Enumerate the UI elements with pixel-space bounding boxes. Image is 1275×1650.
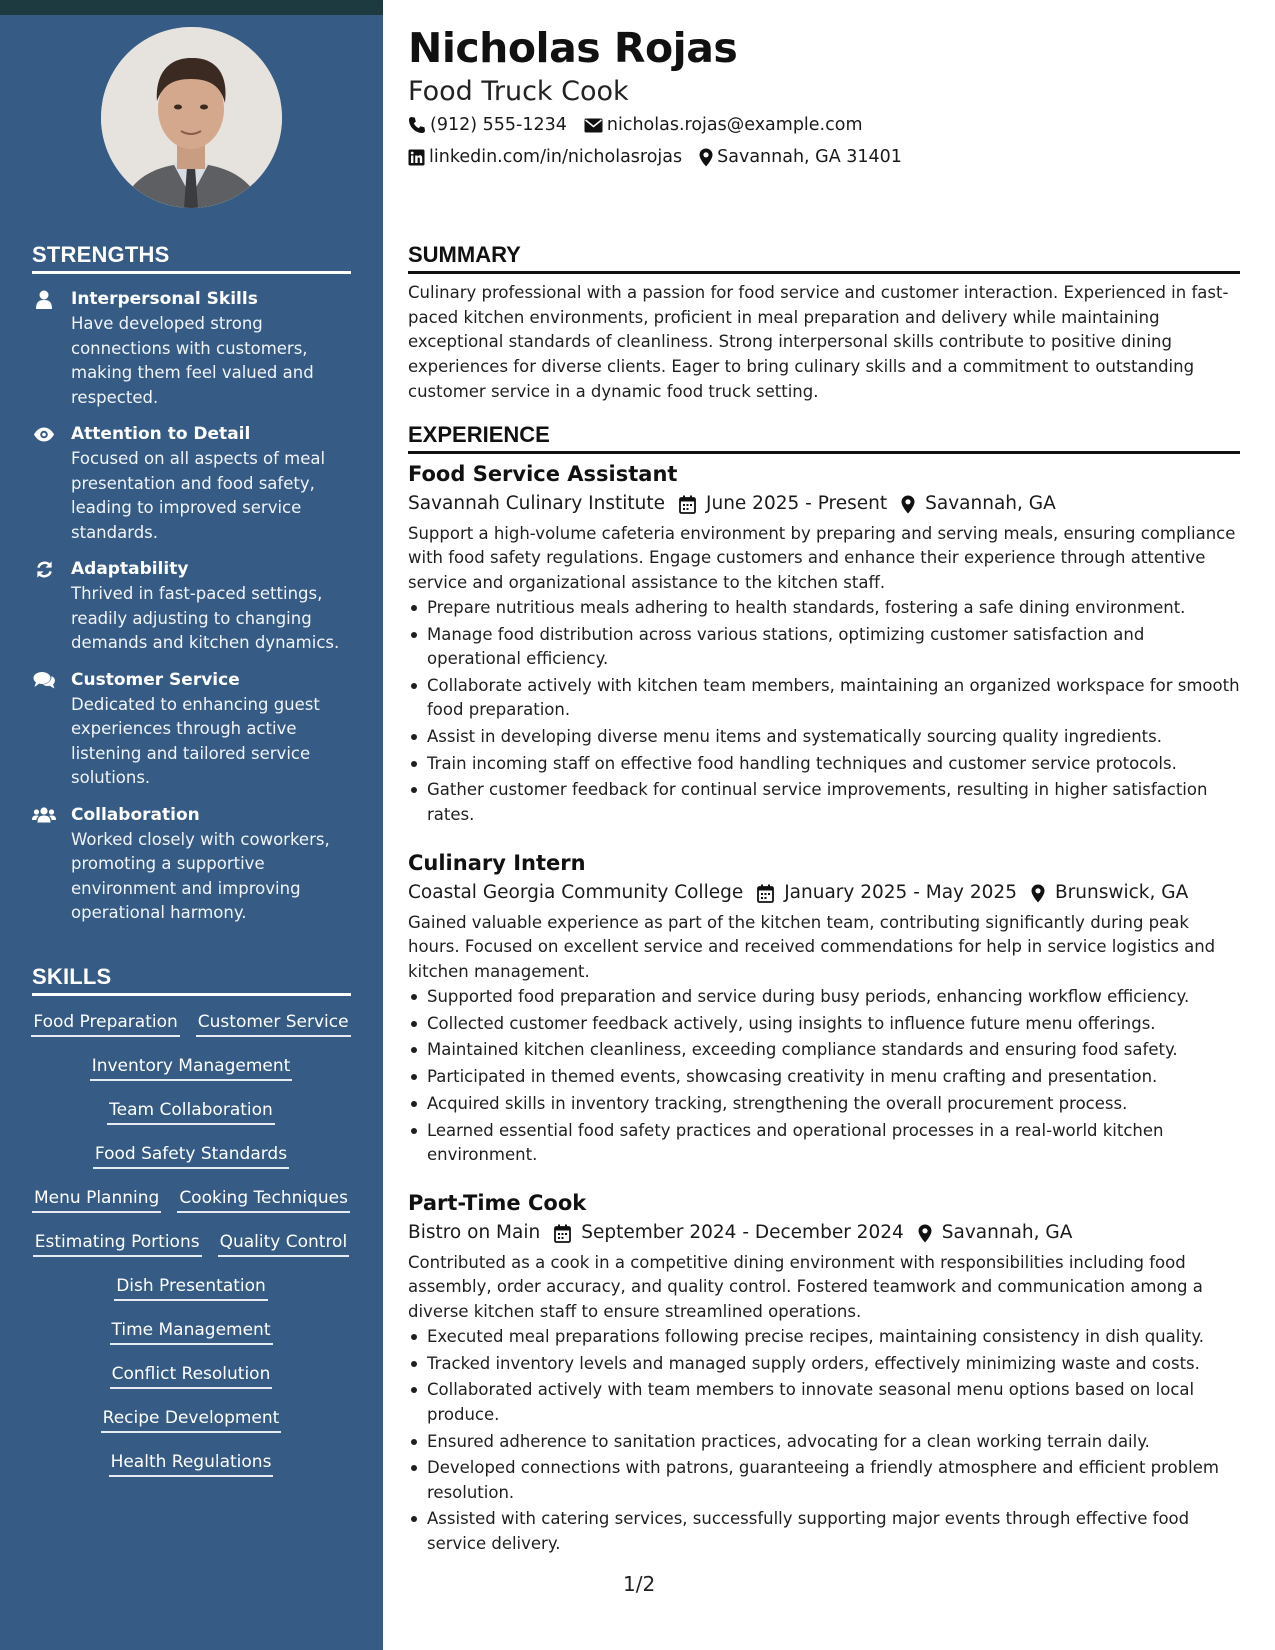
list-item: Assist in developing diverse menu items and systematically sourcing quality ingredients. xyxy=(408,725,1240,749)
job-dates xyxy=(757,878,1017,908)
email-address[interactable]: nicholas.rojas@example.com xyxy=(606,115,863,135)
job-bullets xyxy=(408,596,1240,827)
sidebar xyxy=(0,0,383,1650)
phone-contact xyxy=(408,113,567,137)
candidate-title: Food Truck Cook xyxy=(408,76,629,107)
location-text: Savannah, GA xyxy=(925,493,1056,514)
job-dates xyxy=(679,489,887,519)
user-icon xyxy=(32,289,56,309)
map-marker-icon xyxy=(699,148,717,167)
list-item: Maintained kitchen cleanliness, exceeding compliance standards and ensuring food safety. xyxy=(408,1038,1240,1062)
strength-item xyxy=(32,668,352,791)
experience-entry xyxy=(408,848,1240,1170)
page-number: 1/2 xyxy=(623,1572,656,1596)
strength-title: Collaboration xyxy=(71,804,200,825)
strength-description: Dedicated to enhancing guest experiences through active listening and tailored service solutions. xyxy=(71,694,320,787)
strengths-list xyxy=(32,287,352,938)
location-text: Brunswick, GA xyxy=(1054,882,1189,903)
linkedin-icon xyxy=(408,149,429,166)
job-role: Part-Time Cook xyxy=(408,1191,587,1215)
map-marker-icon xyxy=(901,495,925,514)
job-bullets xyxy=(408,985,1240,1168)
calendar-icon xyxy=(554,1224,581,1243)
calendar-icon xyxy=(679,495,706,514)
experience-entry xyxy=(408,459,1240,830)
strength-item xyxy=(32,557,352,656)
list-item: Supported food preparation and service during busy periods, enhancing workflow efficiency. xyxy=(408,985,1240,1009)
skill-tag: Conflict Resolution xyxy=(110,1362,273,1389)
skill-tag: Quality Control xyxy=(218,1230,350,1257)
strength-description: Focused on all aspects of meal presentation and food safety, leading to improved service standards. xyxy=(71,449,326,542)
map-marker-icon xyxy=(918,1224,942,1243)
skill-tag: Estimating Portions xyxy=(33,1230,202,1257)
phone-icon xyxy=(408,116,430,134)
strength-item xyxy=(32,422,352,545)
list-item: Collaborate actively with kitchen team members, maintaining an organized workspace for smooth food preparation. xyxy=(408,674,1240,723)
strength-title: Adaptability xyxy=(71,559,189,579)
strength-item xyxy=(32,287,352,410)
list-item: Collected customer feedback actively, using insights to influence future menu offerings. xyxy=(408,1012,1240,1036)
experience-heading: EXPERIENCE xyxy=(408,422,1240,454)
skill-tag: Team Collaboration xyxy=(107,1098,275,1125)
job-location xyxy=(918,1218,1073,1248)
job-company xyxy=(408,1218,540,1248)
skill-tag: Time Management xyxy=(110,1318,273,1345)
linkedin-contact xyxy=(408,145,682,169)
list-item: Collaborated actively with team members to innovate seasonal menu options based on local produce. xyxy=(408,1378,1240,1427)
strength-description: Have developed strong connections with customers, making them feel valued and respected. xyxy=(71,314,314,407)
strength-item xyxy=(32,803,352,926)
job-dates xyxy=(554,1218,904,1248)
list-item: Gather customer feedback for continual service improvements, resulting in higher satisfaction rates. xyxy=(408,778,1240,827)
job-meta xyxy=(408,1218,1240,1248)
skill-tag: Customer Service xyxy=(196,1010,351,1037)
envelope-icon xyxy=(584,118,607,133)
skill-tag: Health Regulations xyxy=(109,1450,274,1477)
skill-tag: Menu Planning xyxy=(32,1186,161,1213)
contact-row-1 xyxy=(408,113,880,137)
email-contact xyxy=(584,113,863,137)
date-range: January 2025 - May 2025 xyxy=(784,882,1017,903)
strength-description: Worked closely with coworkers, promoting a supportive environment and improving operational harmony. xyxy=(71,829,330,922)
avatar xyxy=(101,27,282,208)
location-text: Savannah, GA 31401 xyxy=(717,147,902,167)
job-meta xyxy=(408,878,1240,908)
strength-title: Customer Service xyxy=(71,669,240,690)
job-description: Gained valuable experience as part of the kitchen team, contributing significantly during peak hours. Focused on excellent service and received commendations for help in service logistics and kitchen management. xyxy=(408,913,1216,981)
list-item: Tracked inventory levels and managed supply orders, effectively minimizing waste and costs. xyxy=(408,1352,1240,1376)
contact-row-2 xyxy=(408,145,919,169)
calendar-icon xyxy=(757,884,784,903)
list-item: Prepare nutritious meals adhering to health standards, fostering a safe dining environment. xyxy=(408,596,1240,620)
job-description: Contributed as a cook in a competitive dining environment with responsibilities including food assembly, order accuracy, and quality control. Fostered teamwork and communication among a diverse kitchen staff to ensure streamlined operations. xyxy=(408,1253,1203,1321)
strength-title: Interpersonal Skills xyxy=(71,289,258,309)
skill-tag: Dish Presentation xyxy=(114,1274,268,1301)
experience-entry xyxy=(408,1188,1240,1559)
map-marker-icon xyxy=(1031,884,1055,903)
strength-description: Thrived in fast-paced settings, readily adjusting to changing demands and kitchen dynamics. xyxy=(71,584,340,652)
list-item: Developed connections with patrons, guaranteeing a friendly atmosphere and efficient problem resolution. xyxy=(408,1456,1240,1505)
skill-tag: Cooking Techniques xyxy=(177,1186,350,1213)
strength-title: Attention to Detail xyxy=(71,424,251,444)
candidate-name: Nicholas Rojas xyxy=(408,24,738,72)
skills-heading: SKILLS xyxy=(32,964,351,996)
skill-tag: Recipe Development xyxy=(101,1406,282,1433)
skill-tag: Inventory Management xyxy=(90,1054,293,1081)
job-company xyxy=(408,489,665,519)
list-item: Executed meal preparations following precise recipes, maintaining consistency in dish quality. xyxy=(408,1325,1240,1349)
job-role: Food Service Assistant xyxy=(408,462,678,486)
company-name: Coastal Georgia Community College xyxy=(408,882,744,903)
eye-icon xyxy=(32,424,56,444)
job-role: Culinary Intern xyxy=(408,851,586,875)
strengths-heading: STRENGTHS xyxy=(32,242,351,274)
summary-heading: SUMMARY xyxy=(408,242,1240,274)
location-text: Savannah, GA xyxy=(941,1222,1073,1243)
location-contact xyxy=(699,145,902,169)
refresh-icon xyxy=(32,559,56,579)
linkedin-url[interactable]: linkedin.com/in/nicholasrojas xyxy=(429,147,683,167)
list-item: Learned essential food safety practices and operational processes in a real-world kitchen environment. xyxy=(408,1119,1240,1168)
list-item: Manage food distribution across various stations, optimizing customer satisfaction and operational efficiency. xyxy=(408,623,1240,672)
company-name: Savannah Culinary Institute xyxy=(408,493,666,514)
date-range: June 2025 - Present xyxy=(706,493,888,514)
job-location xyxy=(1031,878,1188,908)
skill-tag: Food Preparation xyxy=(31,1010,179,1037)
summary-text: Culinary professional with a passion for food service and customer interaction. Experienced in fast-paced kitchen environments, proficient in meal preparation and delivery while maintaining exceptional standards of cleanliness. Strong interpersonal skills contribute to positive dining experiences for diverse clients. Eager to bring culinary skills and a commitment to outstanding customer service in a dynamic food truck setting. xyxy=(408,283,1229,401)
list-item: Assisted with catering services, successfully supporting major events through effective food service delivery. xyxy=(408,1507,1240,1556)
job-company xyxy=(408,878,743,908)
job-location xyxy=(901,489,1056,519)
profile-photo xyxy=(101,27,282,208)
date-range: September 2024 - December 2024 xyxy=(581,1222,904,1243)
list-item: Acquired skills in inventory tracking, strengthening the overall procurement process. xyxy=(408,1092,1240,1116)
company-name: Bistro on Main xyxy=(408,1222,541,1243)
job-description: Support a high-volume cafeteria environment by preparing and serving meals, ensuring compliance with food safety regulations. Engage customers and enhance their experience through attentive service and organizational assistance to the kitchen staff. xyxy=(408,524,1236,592)
list-item: Participated in themed events, showcasing creativity in menu crafting and presentation. xyxy=(408,1065,1240,1089)
users-icon xyxy=(32,805,56,825)
skills-list xyxy=(30,1010,352,1477)
comments-icon xyxy=(32,670,56,690)
job-bullets xyxy=(408,1325,1240,1556)
phone-number: (912) 555-1234 xyxy=(430,115,567,135)
job-meta xyxy=(408,489,1240,519)
list-item: Train incoming staff on effective food handling techniques and customer service protocols. xyxy=(408,752,1240,776)
list-item: Ensured adherence to sanitation practices, advocating for a clean working terrain daily. xyxy=(408,1430,1240,1454)
skill-tag: Food Safety Standards xyxy=(93,1142,289,1169)
sidebar-top-band xyxy=(0,0,383,15)
